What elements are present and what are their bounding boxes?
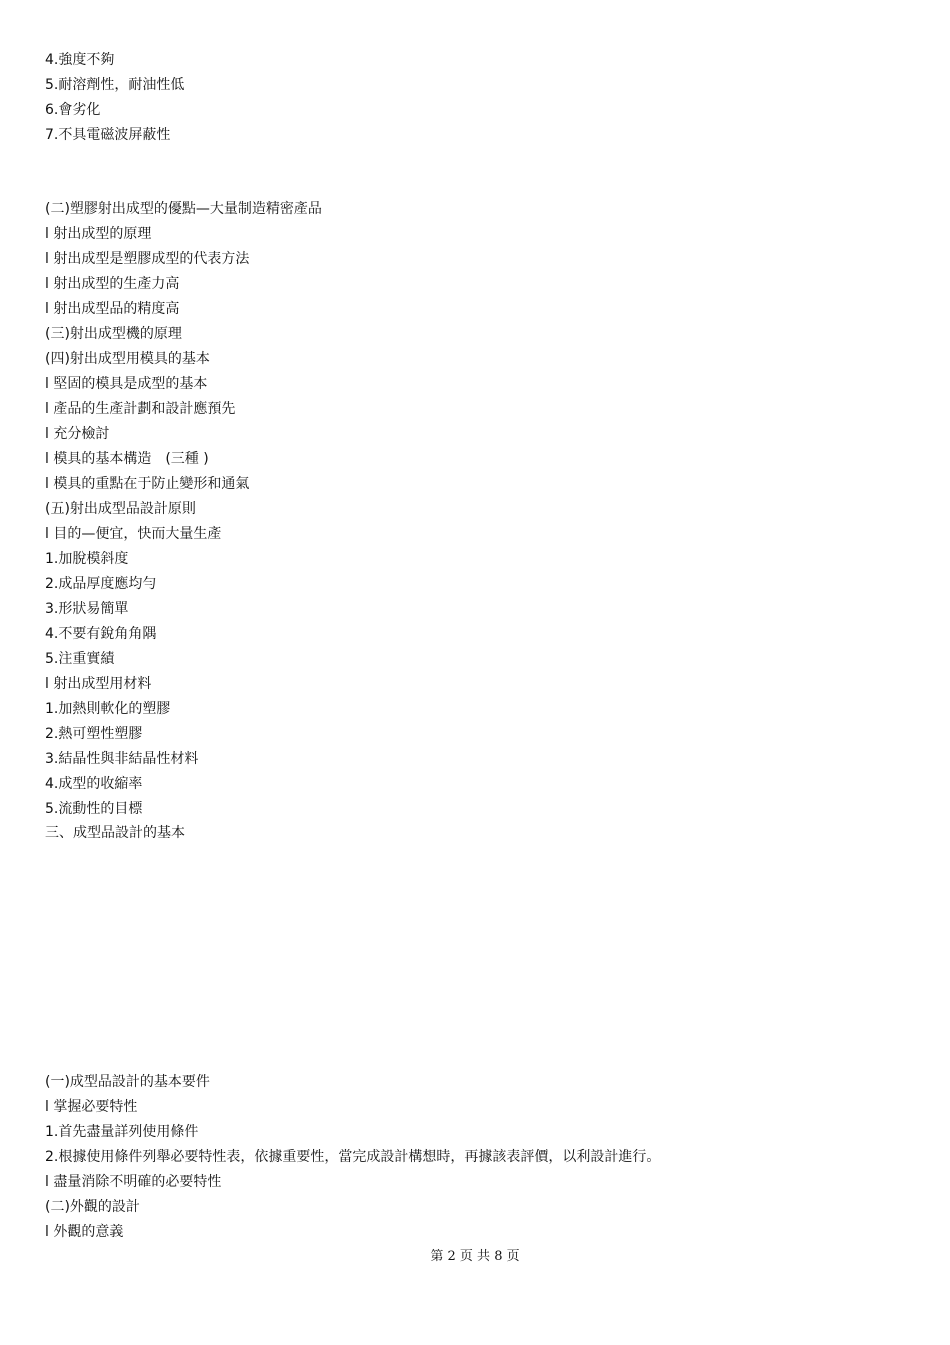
- text-line: l 模具的基本構造 (三種 ): [45, 451, 209, 467]
- text-block-injection-molding: [45, 197, 322, 844]
- text-block-design-basics: [45, 1070, 660, 1245]
- text-line: 5.流動性的目標: [45, 801, 143, 817]
- text-line: l 射出成型的生產力高: [45, 276, 180, 292]
- text-line: l 產品的生產計劃和設計應預先: [45, 401, 236, 417]
- page-number-footer: 第 2 页 共 8 页: [430, 1249, 520, 1264]
- section-heading: (四)射出成型用模具的基本: [45, 351, 210, 367]
- text-line: l 射出成型是塑膠成型的代表方法: [45, 251, 250, 267]
- text-line: 2.熱可塑性塑膠: [45, 726, 143, 742]
- text-line: l 外觀的意義: [45, 1224, 124, 1240]
- text-line: 1.加脫模斜度: [45, 551, 129, 567]
- text-line: 5.注重實績: [45, 651, 115, 667]
- text-line: 1.首先盡量詳列使用條件: [45, 1124, 199, 1140]
- text-line: 6.會劣化: [45, 102, 101, 118]
- text-line: l 盡量消除不明確的必要特性: [45, 1174, 222, 1190]
- chapter-heading: 三、成型品設計的基本: [45, 825, 185, 841]
- text-line: l 射出成型品的精度高: [45, 301, 180, 317]
- text-line: 3.形狀易簡單: [45, 601, 129, 617]
- text-line: 4.不要有銳角角隅: [45, 626, 157, 642]
- text-line: 4.成型的收縮率: [45, 776, 143, 792]
- text-line: l 充分檢討: [45, 426, 110, 442]
- text-line: l 掌握必要特性: [45, 1099, 138, 1115]
- text-line: 3.結晶性與非結晶性材料: [45, 751, 199, 767]
- text-line: 5.耐溶劑性，耐油性低: [45, 77, 185, 93]
- text-line: 2.成品厚度應均勻: [45, 576, 157, 592]
- text-line: 1.加熱則軟化的塑膠: [45, 701, 171, 717]
- section-heading: (二)塑膠射出成型的優點—大量制造精密產品: [45, 201, 322, 217]
- section-heading: (三)射出成型機的原理: [45, 326, 182, 342]
- text-line: 7.不具電磁波屏蔽性: [45, 127, 171, 143]
- text-line: 2.根據使用條件列舉必要特性表，依據重要性，當完成設計構想時，再據該表評價，以利設計進行。: [45, 1149, 661, 1165]
- text-line: l 堅固的模具是成型的基本: [45, 376, 208, 392]
- text-line: l 射出成型用材料: [45, 676, 152, 692]
- text-line: l 射出成型的原理: [45, 226, 152, 242]
- text-line: l 目的—便宜，快而大量生產: [45, 526, 222, 542]
- text-block-properties: [45, 48, 184, 148]
- section-heading: (五)射出成型品設計原則: [45, 501, 196, 517]
- text-line: 4.強度不夠: [45, 52, 115, 68]
- text-line: l 模具的重點在于防止變形和通氣: [45, 476, 250, 492]
- section-heading: (一)成型品設計的基本要件: [45, 1074, 210, 1090]
- section-heading: (二)外觀的設計: [45, 1199, 140, 1215]
